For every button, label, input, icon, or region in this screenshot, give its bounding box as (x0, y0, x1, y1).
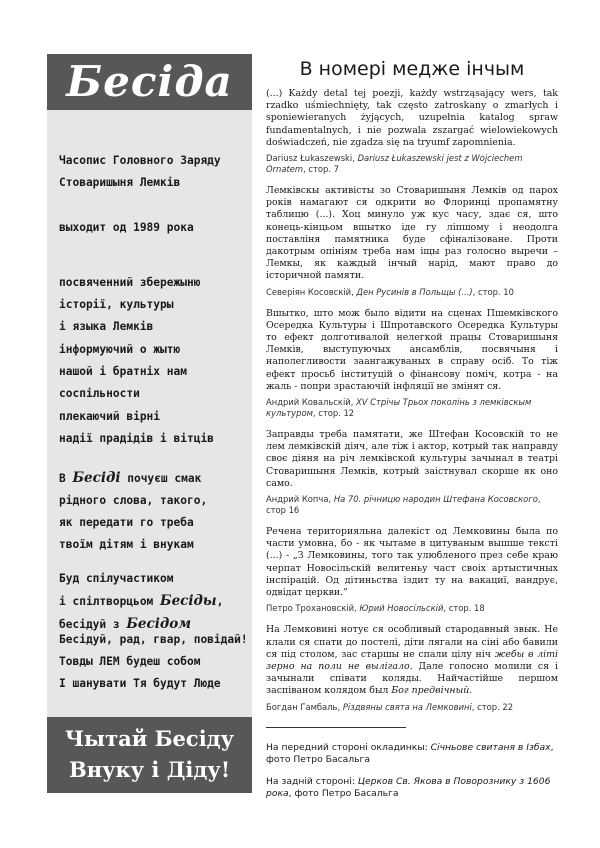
excerpt-citation: Андрий Копча, На 70. річницю народин Штефана Косовского, стор 16 (266, 494, 541, 516)
sidebar-block-taste (59, 467, 249, 556)
sidebar-line: Буд спілучастиком (59, 572, 174, 585)
excerpt-text: Речена територияльна далекіст од Лемковины была по части умовна, бо - як чытаме в цитуваным вышше тексті (...) - „З Лемковины, того так улюбленого през себе краю черпат Новосільскій велитеньу част своіх артыстичных інспірацій. Од дітиньства іздит ту на вакациї, вандрує, одвідат церкви.” (266, 526, 558, 599)
sidebar-line: Стоваришыня Лемків (59, 176, 181, 189)
excerpt-text: (...) Każdy detal tej poezji, każdy wstrząsający wers, tak rzadko uśmiechnięty, tak często zatroskany o zmarłych i sponiewieranych żyjących, uzupełnia katalog spraw fundamentalnych, i nie pozwala zszargać wielowiekowych doświadczeń, nie zgadza się na tryumf zapomnienia. (266, 88, 558, 148)
article-excerpt (266, 308, 558, 419)
title-mention: Бесідом (126, 616, 192, 632)
slogan-line: Чытай Бесіду (64, 726, 235, 751)
contents-title: В номері медже інчым (299, 58, 525, 80)
sidebar-block-informing (59, 339, 249, 405)
sidebar-block-nurturing (59, 406, 249, 450)
article-excerpt (266, 185, 558, 298)
sidebar-line: інформуючий о жытю (59, 343, 181, 356)
excerpt-citation: Андрий Ковальскій, XV Стрічы Трьох поколінь з лемківскым культуром, стор. 12 (266, 397, 532, 419)
excerpt-text: Вшытко, што мож было відити на сценах Пшемківского Осередка Культуры і Шпротавского Осередка Культуры то ефект долготивалой нелегкой працы Стоваришыня Лемків, выступуючых ансамблів, посвячыня і наполегливости заангажуваных в справу осіб. То тіж ефект просьб інституцій о фінансову поміч, котра - на жаль - попри зрастаючій інфляції не змінят ся. (266, 307, 558, 392)
slogan-box (47, 717, 252, 793)
sidebar-line: выходит од 1989 рока (59, 221, 194, 234)
sidebar (47, 54, 252, 793)
excerpt-citation: Петро Трохановскій, Юрий Новосільскій, стор. 18 (266, 603, 485, 614)
masthead-title: Бесіда (47, 54, 252, 110)
slogan-line: Внуку і Діду! (68, 757, 231, 782)
sidebar-block-since (59, 217, 249, 239)
sidebar-block-dedicated (59, 272, 249, 338)
back-cover-credit: На задній стороні: Церков Св. Якова в Поворознику з 1606 рока, фото Петро Басальга (266, 775, 551, 799)
sidebar-line: бесідуй з Бесідом (59, 616, 192, 632)
sidebar-line: нашой і братніх нам (59, 365, 187, 378)
sidebar-block-publisher (59, 150, 249, 194)
contents-column (266, 58, 558, 810)
title-mention: Бесіды (160, 593, 217, 609)
divider (266, 727, 406, 728)
sidebar-line: як передати го треба (59, 516, 194, 529)
sidebar-line: І шанувати Тя будут Люде (59, 677, 221, 690)
sidebar-line: рідного слова, такого, (59, 494, 208, 507)
title-mention: Бесіді (72, 470, 121, 486)
sidebar-line: посвяченний збережыню (59, 276, 201, 289)
article-excerpt (266, 526, 558, 614)
excerpt-text: На Лемковині нотує ся особливый стародавный звык. Не клали ся спати до постелі, діти лягали на сіні або бавили ся під столом, зас старшы не спали цілу ніч жебы в літі зерно на поли не вылігало. Дале голосно молили ся і зачынали співати коляды. Найчастійше першом заспіваном колядом был Бог предвічный. (266, 624, 559, 697)
sidebar-block-motto (59, 629, 249, 695)
sidebar-line: твоїм дітям і внукам (59, 538, 194, 551)
sidebar-line: і языка Лемків (59, 320, 154, 333)
sidebar-line: Товды ЛЕМ будеш собом (59, 655, 201, 668)
article-excerpt (266, 624, 558, 712)
sidebar-line: і спілтворцьом Бесіды, (59, 593, 224, 609)
article-excerpt (266, 429, 558, 516)
sidebar-line: надії прадідів і вітців (59, 432, 214, 445)
sidebar-line: Часопис Головного Заряду (59, 154, 221, 167)
excerpt-text: Лемківскы активісты зо Стоваришыня Лемків од парох років намагают ся одкрити во Флоринці пропамятну таблицю (...). Хоц минуло уж кус часу, здає ся, што конець-кінцьом вшытко іде гу ліпшому і неодолга поставліня памятника буде сфіналізоване. Проти дакотрым опініям треба нам іщы раз голосно выречи – Лемкы, як каждый інчый нарід, мают право до історичной памяти. (266, 185, 558, 282)
excerpt-citation: Dariusz Łukaszewski, Dariusz Łukaszewski jest z Wojciechem Ornatem, стор. 7 (266, 153, 523, 175)
sidebar-line: В Бесіді почуєш смак (59, 470, 202, 486)
sidebar-line: Бесідуй, рад, гвар, повідай! (59, 633, 248, 646)
excerpt-citation: Северіян Косовскій, Ден Русинів в Польщы (...), стор. 10 (266, 286, 514, 297)
sidebar-block-participant (59, 568, 249, 636)
front-cover-credit: На передний стороні окладинкы: Січньове свитаня в Ізбах, фото Петро Басальга (266, 741, 554, 765)
sidebar-line: плекаючий вірні (59, 410, 161, 423)
sidebar-line: історії, культуры (59, 298, 174, 311)
excerpt-text: Заправды треба памятати, же Штефан Косовскій то не лем лемківскій діяч, але тіж і актор, котрый так направду своє діяня на річ лемківской культуры зачынал в театрі Стоваришыня Лемків, котрый заістнувал скорше як оно само. (266, 429, 558, 489)
article-excerpt (266, 88, 558, 175)
excerpt-citation: Богдан Гамбаль, Різдвяны свята на Лемковині, стор. 22 (266, 701, 514, 712)
sidebar-line: соспільности (59, 387, 140, 400)
